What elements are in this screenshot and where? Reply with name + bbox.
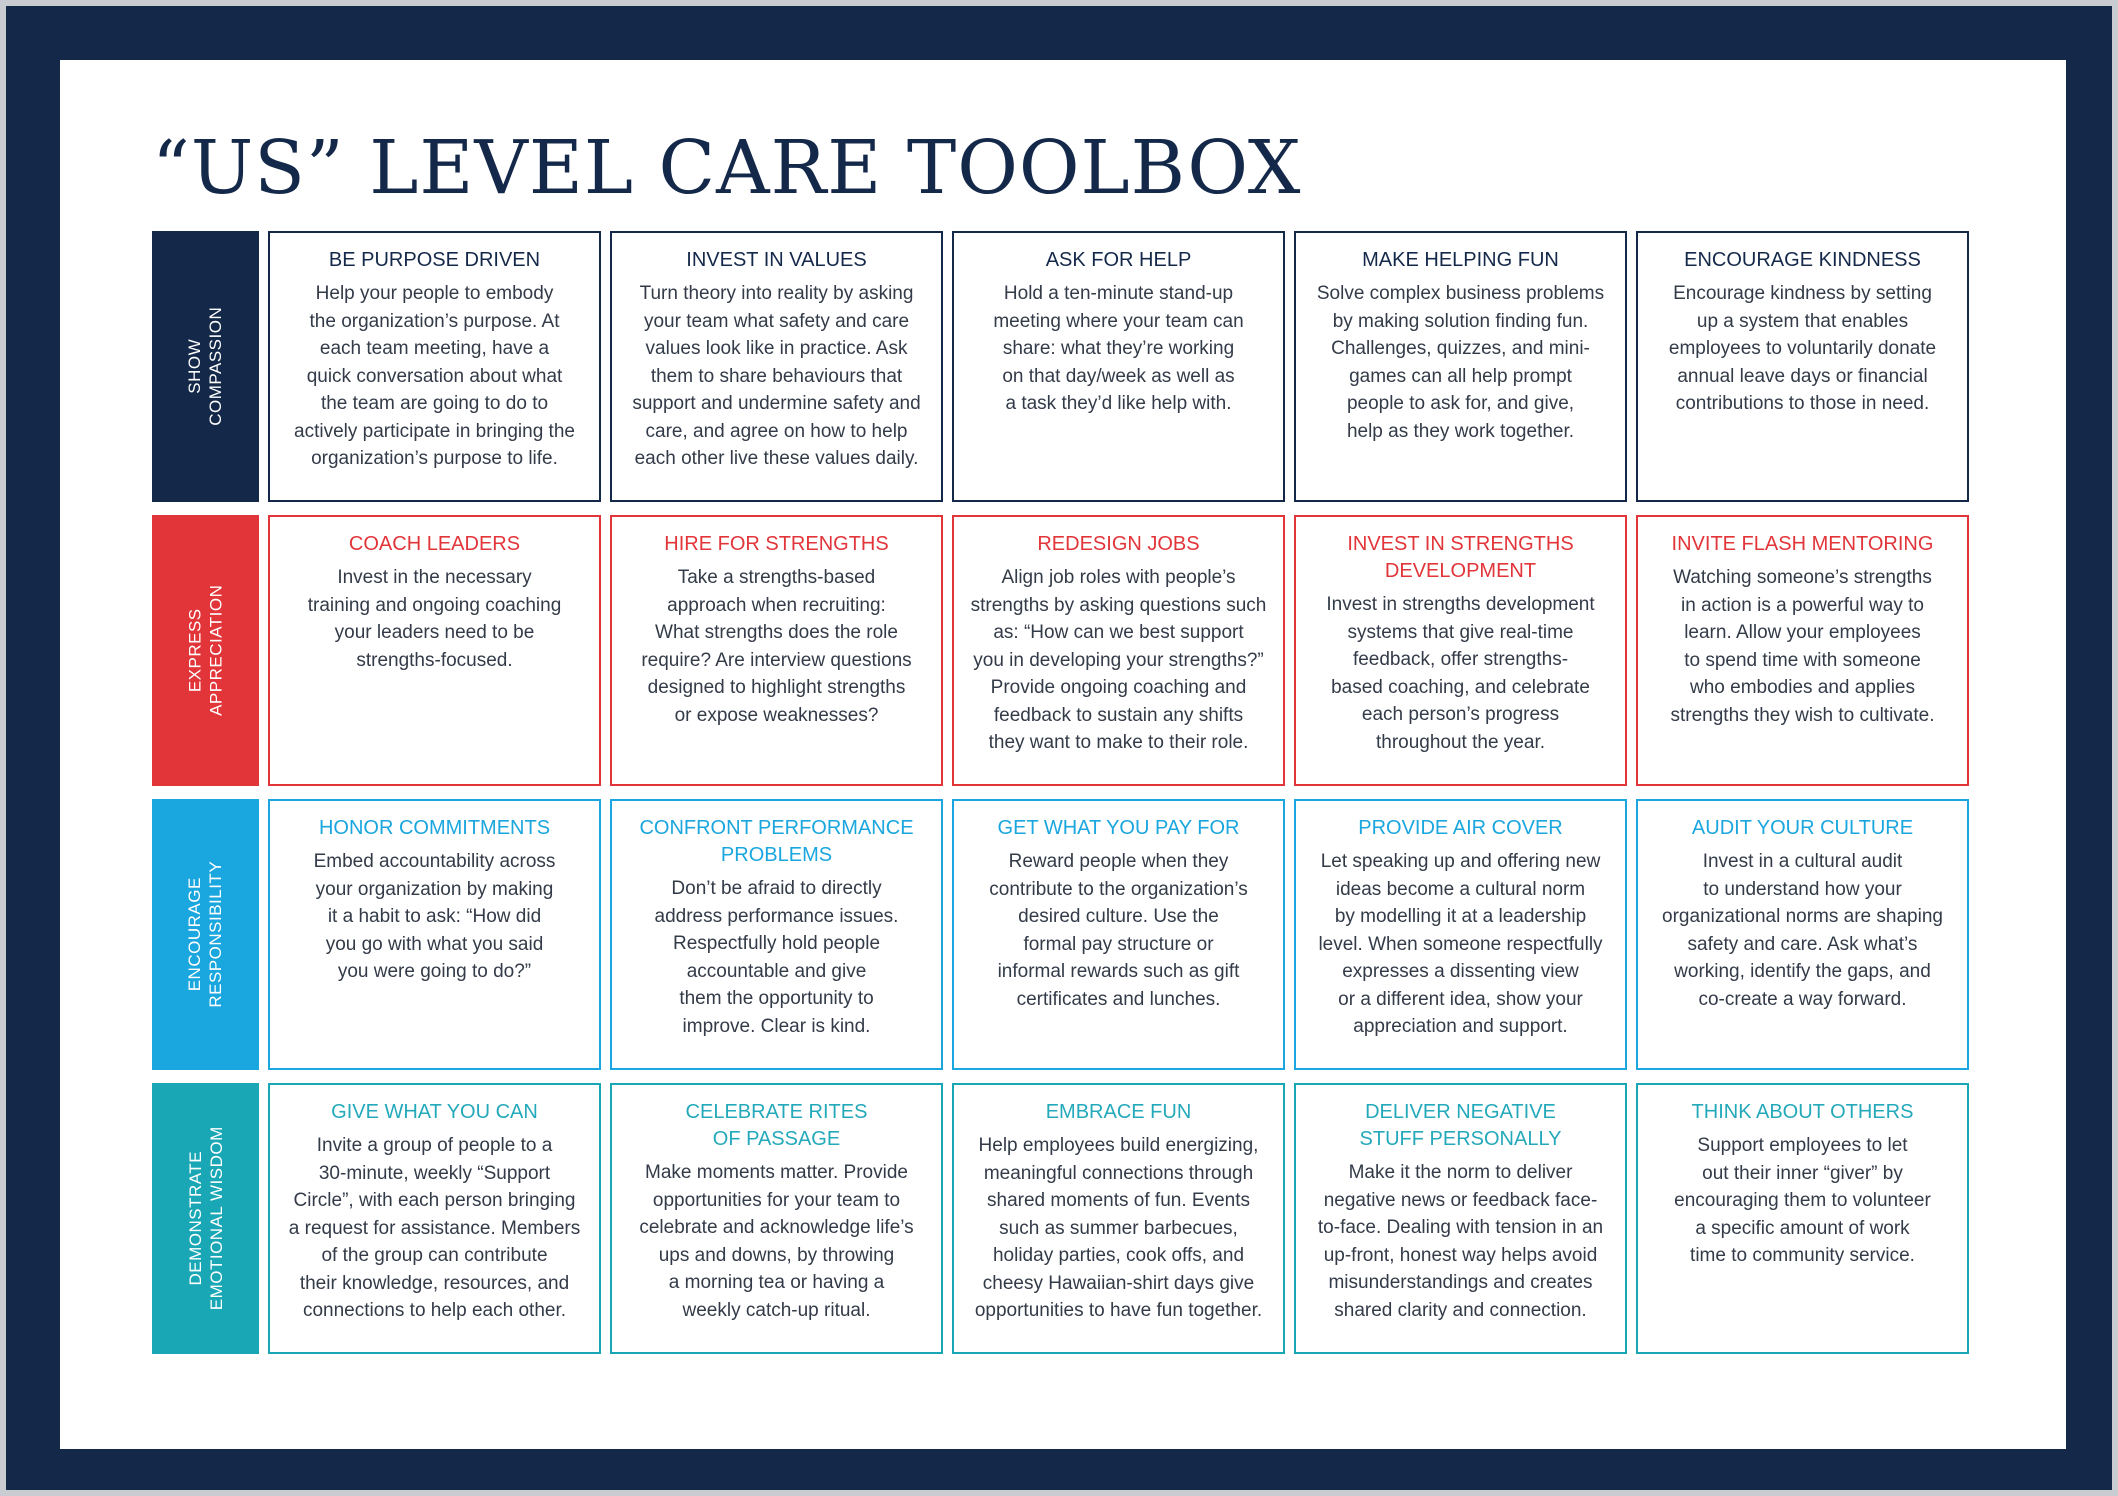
row-label-line: APPRECIATION: [206, 584, 226, 717]
card-body-line: it a habit to ask: “How did: [327, 906, 542, 928]
card-body-line: actively participate in bringing the: [294, 420, 575, 442]
card-body-line: a morning tea or having a: [668, 1272, 885, 1294]
card-body-line: help as they work together.: [1346, 420, 1575, 442]
card-body: [1310, 848, 1611, 1041]
card-body-line: Turn theory into reality by asking: [639, 283, 914, 304]
card-honor-commitments: [268, 799, 601, 1070]
card-give-what-you-can: [268, 1083, 601, 1354]
card-body-line: Take a strengths-based: [677, 567, 876, 588]
card-body-line: certificates and lunches.: [1016, 988, 1221, 1010]
card-invite-flash-mentoring: [1636, 515, 1969, 786]
card-body: [1652, 280, 1953, 418]
card-body-line: they want to make to their role.: [988, 732, 1249, 754]
card-body: [1652, 1132, 1953, 1270]
card-title-line: REDESIGN JOBS: [1037, 533, 1200, 555]
card-body-line: opportunities for your team to: [652, 1189, 901, 1211]
card-title-line: HONOR COMMITMENTS: [318, 817, 551, 839]
card-body-line: out their inner “giver” by: [1702, 1162, 1903, 1184]
row-label-text: [184, 861, 227, 1008]
card-body-line: by modelling it at a leadership: [1334, 906, 1587, 928]
card-body-line: them the opportunity to: [679, 988, 874, 1010]
card-think-about-others: [1636, 1083, 1969, 1354]
card-body-line: meeting where your team can: [993, 310, 1244, 332]
card-title-line: BE PURPOSE DRIVEN: [328, 249, 541, 271]
card-title: [626, 531, 927, 558]
row-label-line: DEMONSTRATE: [185, 1151, 205, 1286]
card-body-line: opportunities to have fun together.: [974, 1300, 1263, 1322]
card-body-line: values look like in practice. Ask: [645, 338, 908, 360]
card-body-line: Embed accountability across: [313, 851, 556, 872]
card-body: [1652, 564, 1953, 729]
card-title-line: ASK FOR HELP: [1045, 249, 1192, 271]
card-body-line: approach when recruiting:: [667, 594, 886, 616]
card-body-line: their knowledge, resources, and: [299, 1272, 570, 1294]
card-body-line: ups and downs, by throwing: [658, 1244, 895, 1266]
card-body-line: your organization by making: [315, 878, 554, 900]
card-body: [1310, 280, 1611, 445]
row-label-line: ENCOURAGE: [185, 877, 205, 992]
card-body: [626, 875, 927, 1040]
card-body-line: them to share behaviours that: [650, 365, 903, 387]
card-title-line: PROBLEMS: [720, 844, 833, 866]
card-title-line: PROVIDE AIR COVER: [1358, 817, 1563, 839]
card-body-line: organizational norms are shaping: [1662, 906, 1943, 928]
card-title: [1652, 531, 1953, 558]
card-body-line: on that day/week as well as: [1002, 365, 1235, 387]
card-embrace-fun: [952, 1083, 1285, 1354]
row-label-text: [184, 307, 227, 426]
toolbox-sheet: [60, 60, 2066, 1449]
card-body-line: shared moments of fun. Events: [987, 1190, 1250, 1212]
card-title: [284, 247, 585, 274]
card-title: [968, 1099, 1269, 1126]
card-body-line: quick conversation about what: [306, 365, 563, 387]
card-body-line: systems that give real-time: [1347, 621, 1574, 643]
row-label-line: EMOTIONAL WISDOM: [206, 1126, 226, 1311]
row-label-text: [184, 585, 227, 716]
card-body: [968, 848, 1269, 1013]
card-body-line: you go with what you said: [325, 933, 544, 955]
card-celebrate-rites-of-passage: [610, 1083, 943, 1354]
card-body-line: level. When someone respectfully: [1318, 933, 1603, 955]
row-label-express-appreciation: [152, 515, 259, 786]
card-body-line: or a different idea, show your: [1338, 988, 1583, 1010]
card-body-line: desired culture. Use the: [1018, 906, 1219, 928]
card-body-line: cheesy Hawaiian-shirt days give: [982, 1272, 1255, 1294]
card-body-line: Solve complex business problems: [1316, 283, 1605, 304]
card-title: [1310, 815, 1611, 842]
card-coach-leaders: [268, 515, 601, 786]
card-title-line: COACH LEADERS: [348, 533, 521, 555]
card-body-line: support and undermine safety and: [632, 393, 921, 415]
card-title: [626, 1099, 927, 1153]
card-body-line: a task they’d like help with.: [1005, 393, 1232, 415]
card-body-line: working, identify the gaps, and: [1674, 961, 1931, 983]
card-encourage-kindness: [1636, 231, 1969, 502]
card-body-line: to-face. Dealing with tension in an: [1317, 1217, 1604, 1239]
row-label-encourage-responsibility: [152, 799, 259, 1070]
card-title-line: THINK ABOUT OTHERS: [1691, 1101, 1914, 1123]
card-body-line: the organization’s purpose. At: [309, 310, 560, 332]
card-body-line: ideas become a cultural norm: [1335, 878, 1586, 900]
card-body-line: meaningful connections through: [983, 1162, 1254, 1184]
card-title-line: CONFRONT PERFORMANCE: [639, 817, 914, 839]
card-title: [626, 815, 927, 869]
card-body: [284, 564, 585, 674]
card-invest-in-strengths-development: [1294, 515, 1627, 786]
card-body-line: in action is a powerful way to: [1681, 594, 1924, 616]
row-label-demonstrate-emotional-wisdom: [152, 1083, 259, 1354]
card-body-line: by making solution finding fun.: [1332, 310, 1589, 332]
card-invest-in-values: [610, 231, 943, 502]
card-body-line: training and ongoing coaching: [307, 594, 562, 616]
row-label-line: COMPASSION: [206, 307, 226, 426]
card-title-line: INVEST IN VALUES: [686, 249, 867, 271]
card-title-line: AUDIT YOUR CULTURE: [1691, 817, 1914, 839]
card-body: [284, 280, 585, 473]
card-title-line: HIRE FOR STRENGTHS: [664, 533, 889, 555]
card-body-line: or expose weaknesses?: [674, 704, 879, 726]
card-hire-for-strengths: [610, 515, 943, 786]
card-body-line: celebrate and acknowledge life’s: [639, 1217, 914, 1239]
card-body: [626, 564, 927, 729]
card-body-line: Watching someone’s strengths: [1673, 567, 1932, 588]
card-title: [1310, 531, 1611, 585]
card-ask-for-help: [952, 231, 1285, 502]
row-label-text: [184, 1127, 227, 1311]
card-body-line: organization’s purpose to life.: [311, 448, 558, 470]
card-body-line: to understand how your: [1703, 878, 1902, 900]
card-body-line: Invite a group of people to a: [316, 1135, 553, 1156]
card-body: [284, 848, 585, 986]
card-body-line: each team meeting, have a: [319, 338, 550, 360]
row-label-show-compassion: [152, 231, 259, 502]
card-body-line: Provide ongoing coaching and: [990, 677, 1247, 699]
card-body-line: contributions to those in need.: [1675, 393, 1930, 415]
card-body-line: Let speaking up and offering new: [1320, 851, 1601, 872]
card-body-line: as: “How can we best support: [993, 622, 1244, 644]
card-body: [1310, 1159, 1611, 1324]
card-body-line: learn. Allow your employees: [1684, 622, 1921, 644]
card-body-line: you were going to do?”: [337, 961, 532, 983]
card-confront-performance-problems: [610, 799, 943, 1070]
card-title: [284, 815, 585, 842]
card-title: [968, 247, 1269, 274]
card-body-line: each person’s progress: [1361, 704, 1560, 726]
card-body-line: contribute to the organization’s: [989, 878, 1248, 900]
card-body-line: to spend time with someone: [1684, 649, 1921, 671]
card-title-line: INVITE FLASH MENTORING: [1671, 533, 1934, 555]
card-body-line: Help employees build energizing,: [978, 1135, 1259, 1156]
card-body-line: improve. Clear is kind.: [682, 1015, 871, 1037]
card-body-line: based coaching, and celebrate: [1331, 676, 1590, 698]
card-title-line: GET WHAT YOU PAY FOR: [997, 817, 1240, 839]
card-body-line: require? Are interview questions: [641, 649, 912, 671]
card-body-line: each other live these values daily.: [634, 448, 919, 470]
card-audit-your-culture: [1636, 799, 1969, 1070]
card-title: [1652, 247, 1953, 274]
card-body: [968, 1132, 1269, 1325]
card-body-line: Reward people when they: [1008, 851, 1229, 872]
card-body-line: of the group can contribute: [321, 1245, 548, 1267]
card-body-line: people to ask for, and give,: [1346, 393, 1575, 415]
card-body-line: a specific amount of work: [1695, 1217, 1910, 1239]
card-body-line: informal rewards such as gift: [997, 961, 1240, 983]
card-body-line: Circle”, with each person bringing: [293, 1190, 576, 1212]
card-deliver-negative-stuff-personally: [1294, 1083, 1627, 1354]
card-body-line: Make it the norm to deliver: [1348, 1162, 1573, 1183]
card-body-line: Challenges, quizzes, and mini-: [1331, 338, 1590, 360]
card-body-line: a request for assistance. Members: [288, 1217, 581, 1239]
card-body-line: Respectfully hold people: [672, 933, 881, 955]
card-body-line: connections to help each other.: [302, 1300, 567, 1322]
card-body-line: employees to voluntarily donate: [1668, 338, 1937, 360]
card-body-line: the team are going to do to: [320, 393, 549, 415]
card-body-line: appreciation and support.: [1353, 1016, 1568, 1038]
card-body-line: shared clarity and connection.: [1334, 1299, 1587, 1321]
card-title-line: MAKE HELPING FUN: [1362, 249, 1559, 271]
card-body-line: up-front, honest way helps avoid: [1323, 1244, 1598, 1266]
card-title-line: DEVELOPMENT: [1384, 560, 1537, 582]
card-body-line: throughout the year.: [1375, 731, 1545, 753]
card-body: [284, 1132, 585, 1325]
card-body-line: formal pay structure or: [1023, 933, 1214, 955]
card-body-line: Invest in the necessary: [337, 567, 532, 588]
card-body-line: up a system that enables: [1696, 310, 1909, 332]
card-title: [968, 531, 1269, 558]
card-body-line: strengths they wish to cultivate.: [1670, 704, 1935, 726]
card-title-line: EMBRACE FUN: [1045, 1101, 1192, 1123]
card-body-line: your leaders need to be: [334, 622, 535, 644]
card-title-line: CELEBRATE RITES: [685, 1101, 868, 1123]
card-title: [1310, 1099, 1611, 1153]
card-body-line: Support employees to let: [1697, 1135, 1908, 1156]
card-body-line: Encourage kindness by setting: [1673, 283, 1932, 304]
card-body: [626, 1159, 927, 1324]
card-make-helping-fun: [1294, 231, 1627, 502]
card-body-line: co-create a way forward.: [1698, 988, 1907, 1010]
card-title-line: STUFF PERSONALLY: [1359, 1128, 1562, 1150]
card-body: [1310, 591, 1611, 756]
page-title: “US” LEVEL CARE TOOLBOX: [152, 125, 1302, 211]
card-body-line: Make moments matter. Provide: [645, 1162, 908, 1183]
card-body-line: strengths by asking questions such: [970, 594, 1267, 616]
card-body-line: you in developing your strengths?”: [973, 649, 1264, 671]
card-body-line: Invest in a cultural audit: [1702, 851, 1903, 872]
card-body-line: holiday parties, cook offs, and: [992, 1245, 1245, 1267]
card-body: [626, 280, 927, 473]
card-title: [284, 1099, 585, 1126]
row-label-line: RESPONSIBILITY: [206, 861, 226, 1008]
card-body-line: feedback, offer strengths-: [1352, 649, 1569, 671]
card-body: [968, 564, 1269, 757]
card-body-line: address performance issues.: [654, 905, 899, 927]
card-body-line: safety and care. Ask what’s: [1687, 933, 1918, 955]
card-body-line: Help your people to embody: [315, 283, 554, 304]
card-body-line: such as summer barbecues,: [999, 1217, 1238, 1239]
card-title-line: OF PASSAGE: [712, 1128, 841, 1150]
card-title: [284, 531, 585, 558]
card-body-line: designed to highlight strengths: [647, 677, 906, 699]
card-body-line: annual leave days or financial: [1677, 365, 1928, 387]
card-body-line: What strengths does the role: [655, 622, 898, 644]
card-body: [968, 280, 1269, 418]
card-body-line: games can all help prompt: [1349, 365, 1572, 387]
card-title-line: INVEST IN STRENGTHS: [1347, 533, 1574, 555]
card-title-line: ENCOURAGE KINDNESS: [1684, 249, 1921, 271]
card-body-line: strengths-focused.: [356, 649, 513, 671]
card-body-line: Hold a ten-minute stand-up: [1003, 283, 1234, 304]
card-body-line: Align job roles with people’s: [1001, 567, 1236, 588]
card-body-line: who embodies and applies: [1690, 677, 1915, 699]
card-body-line: 30-minute, weekly “Support: [318, 1162, 551, 1184]
card-body-line: negative news or feedback face-: [1323, 1189, 1598, 1211]
card-body-line: misunderstandings and creates: [1328, 1272, 1593, 1294]
card-body-line: time to community service.: [1690, 1245, 1915, 1267]
card-body-line: encouraging them to volunteer: [1674, 1190, 1931, 1212]
card-body-line: share: what they’re working: [1002, 338, 1235, 360]
card-title: [1310, 247, 1611, 274]
card-body-line: accountable and give: [686, 960, 867, 982]
card-body-line: Don’t be afraid to directly: [671, 878, 882, 899]
card-body-line: care, and agree on how to help: [645, 420, 908, 442]
row-label-line: EXPRESS: [185, 608, 205, 693]
card-title: [1652, 815, 1953, 842]
card-title: [626, 247, 927, 274]
card-title: [968, 815, 1269, 842]
card-title-line: DELIVER NEGATIVE: [1365, 1101, 1556, 1123]
toolbox-grid: [152, 231, 1988, 1354]
card-title: [1652, 1099, 1953, 1126]
card-be-purpose-driven: [268, 231, 601, 502]
card-body-line: feedback to sustain any shifts: [993, 704, 1244, 726]
card-body-line: expresses a dissenting view: [1342, 961, 1579, 983]
card-provide-air-cover: [1294, 799, 1627, 1070]
card-title-line: GIVE WHAT YOU CAN: [331, 1101, 538, 1123]
card-redesign-jobs: [952, 515, 1285, 786]
card-body-line: Invest in strengths development: [1326, 594, 1595, 615]
card-body: [1652, 848, 1953, 1013]
row-label-line: SHOW: [185, 339, 205, 394]
card-get-what-you-pay-for: [952, 799, 1285, 1070]
card-body-line: your team what safety and care: [643, 310, 910, 332]
card-body-line: weekly catch-up ritual.: [682, 1299, 871, 1321]
